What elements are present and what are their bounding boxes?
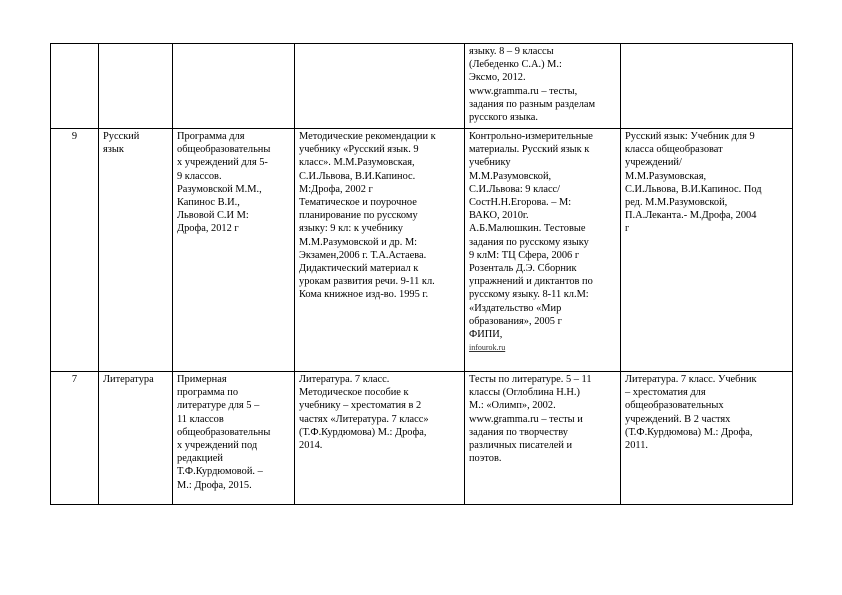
text-line: языку: 9 кл: к учебнику <box>299 223 404 235</box>
table-row <box>51 129 793 372</box>
text-line: учебнику «Русский язык. 9 <box>299 144 419 156</box>
text-line: Литература. 7 класс. Учебник <box>625 374 757 385</box>
text-line: Кома книжное изд-во. 1995 г. <box>299 289 429 301</box>
text-line: М:Дрофа, 2002 г <box>299 183 373 195</box>
row-number-cell: 9 <box>51 129 99 372</box>
text-line: различных писателей и <box>469 440 573 452</box>
row-number-cell <box>51 44 99 129</box>
text-line: образования», 2005 г <box>469 315 562 327</box>
text-line: класса общеобразоват <box>625 144 723 156</box>
program-cell <box>173 129 295 372</box>
subject-cell <box>99 372 173 505</box>
text-line: Капинос В.И., <box>177 197 240 209</box>
text-line: М.М.Разумовская, <box>625 170 707 182</box>
textbook-cell <box>621 44 793 129</box>
text-line: х учреждений для 5- <box>177 157 268 169</box>
text-line: www.gramma.ru – тесты и <box>469 413 583 425</box>
methodical-cell <box>295 372 465 505</box>
text-line: ред. М.М.Разумовской, <box>625 197 728 209</box>
text-line: ФИПИ, <box>469 329 503 341</box>
text-line: Розенталь Д.Э. Сборник <box>469 263 577 275</box>
text-line: С.И.Львова: 9 класс/ <box>469 183 561 195</box>
text-line: А.Б.Малюшкин. Тестовые <box>469 223 586 235</box>
methodical-cell <box>295 129 465 372</box>
text-line: общеобразовательны <box>177 426 271 438</box>
text-line: Литература. 7 класс. <box>299 374 390 385</box>
textbook-cell <box>621 372 793 505</box>
text-line: 11 классов <box>177 413 224 425</box>
row-number-cell: 7 <box>51 372 99 505</box>
text-line: (Т.Ф.Курдюмова) М.: Дрофа, <box>299 426 427 438</box>
text-line: редакцией <box>177 453 223 465</box>
program-cell <box>173 44 295 129</box>
text-line: 2014. <box>299 440 323 452</box>
text-line: общеобразовательны <box>177 144 271 156</box>
text-line: Экзамен,2006 г. Т.А.Астаева. <box>299 249 427 261</box>
textbook-cell <box>621 129 793 372</box>
text-line: х учреждений под <box>177 440 258 452</box>
text-line: М.М.Разумовской, <box>469 170 552 182</box>
infourok-watermark-link[interactable]: infourok.ru <box>469 343 506 353</box>
text-line: С.И.Львова, В.И.Капинос. Под <box>625 183 762 195</box>
text-line: М.: «Олимп», 2002. <box>469 400 556 412</box>
text-line: Тематическое и поурочное <box>299 197 417 209</box>
control-cell <box>465 372 621 505</box>
text-line: урокам развития речи. 9-11 кл. <box>299 276 435 288</box>
text-line: частях «Литература. 7 класс» <box>299 413 429 425</box>
text-line: учебнику – хрестоматия в 2 <box>299 400 422 412</box>
curriculum-table <box>50 43 793 505</box>
text-line: Методическое пособие к <box>299 387 409 399</box>
text-line: учебнику <box>469 157 511 169</box>
text-line: задания по разным разделам <box>469 98 596 110</box>
text-line: материалы. Русский язык к <box>469 144 590 156</box>
text-line: «Издательство «Мир <box>469 302 562 314</box>
text-line: Методические рекомендации к <box>299 131 436 142</box>
text-line: М.: Дрофа, 2015. <box>177 479 252 491</box>
text-line: язык <box>103 144 124 156</box>
text-line: П.А.Леканта.- М.Дрофа, 2004 <box>625 210 757 222</box>
text-line: (Лебеденко С.А.) М.: <box>469 59 562 71</box>
text-line: Разумовской М.М., <box>177 183 262 195</box>
text-line: С.И.Львова, В.И.Капинос. <box>299 170 416 182</box>
text-line: Дидактический материал к <box>299 263 419 275</box>
text-line: Дрофа, 2012 г <box>177 223 239 235</box>
text-line: СостН.Н.Егорова. – М: <box>469 197 572 209</box>
table-row <box>51 44 793 129</box>
text-line: Программа для <box>177 131 245 142</box>
text-line: ВАКО, 2010г. <box>469 210 529 222</box>
text-line: учреждений. В 2 частях <box>625 413 731 425</box>
text-line: – хрестоматия для <box>625 387 706 399</box>
control-cell <box>465 44 621 129</box>
text-line: Русский <box>103 131 140 142</box>
text-line: общеобразовательных <box>625 400 724 412</box>
text-line: 9 клМ: ТЦ Сфера, 2006 г <box>469 249 580 261</box>
text-line: языку. 8 – 9 классы <box>469 46 554 57</box>
text-line: программа по <box>177 387 239 399</box>
text-line: Эксмо, 2012. <box>469 72 526 84</box>
text-line: Литература <box>103 374 154 385</box>
text-line: Русский язык: Учебник для 9 <box>625 131 755 142</box>
text-line: упражнений и диктантов по <box>469 276 593 288</box>
text-line: Контрольно-измерительные <box>469 131 593 142</box>
text-line: задания по русскому языку <box>469 236 589 248</box>
text-line: учреждений/ <box>625 157 682 169</box>
text-line: литературе для 5 – <box>177 400 260 412</box>
text-line: 9 классов. <box>177 170 222 182</box>
text-line: класс». М.М.Разумовская, <box>299 157 415 169</box>
methodical-cell <box>295 44 465 129</box>
control-cell <box>465 129 621 372</box>
subject-cell <box>99 129 173 372</box>
text-line: Т.Ф.Курдюмовой. – <box>177 466 263 478</box>
table-row <box>51 372 793 505</box>
program-cell <box>173 372 295 505</box>
text-line: г <box>625 223 630 235</box>
text-line: (Т.Ф.Курдюмова) М.: Дрофа, <box>625 426 753 438</box>
text-line: планирование по русскому <box>299 210 418 222</box>
text-line: русского языка. <box>469 112 538 124</box>
text-line: М.М.Разумовской и др. М: <box>299 236 418 248</box>
text-line: русскому языку. 8-11 кл.М: <box>469 289 589 301</box>
text-line: 2011. <box>625 440 648 452</box>
text-line: www.gramma.ru – тесты, <box>469 85 578 97</box>
text-line: классы (Оглоблина Н.Н.) <box>469 387 580 399</box>
text-line: поэтов. <box>469 453 502 465</box>
text-line: Примерная <box>177 374 227 385</box>
subject-cell <box>99 44 173 129</box>
text-line: задания по творчеству <box>469 426 568 438</box>
text-line: Тесты по литературе. 5 – 11 <box>469 374 592 385</box>
text-line: Львовой С.И М: <box>177 210 249 222</box>
